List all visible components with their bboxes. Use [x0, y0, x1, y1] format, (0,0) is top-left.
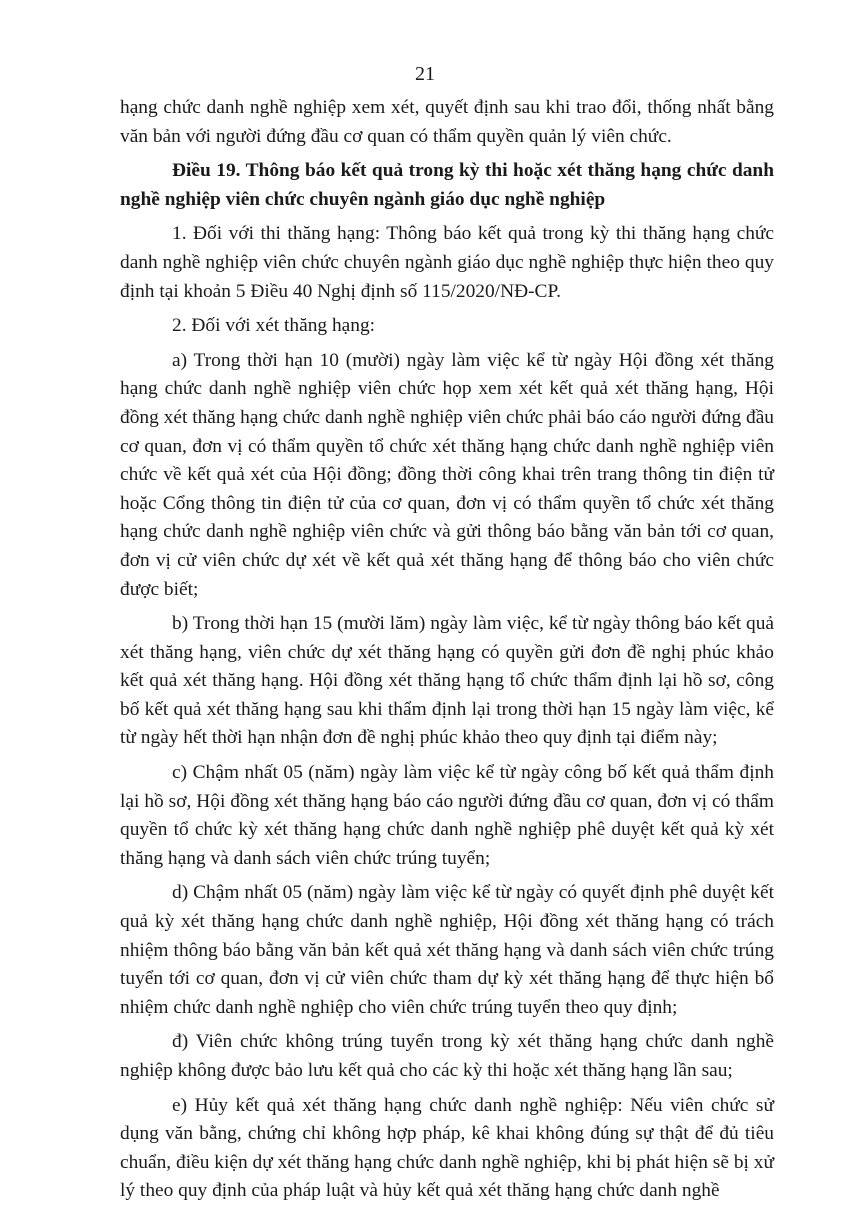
article-heading: Điều 19. Thông báo kết quả trong kỳ thi hoặc xét thăng hạng chức danh nghề nghiệp viên chức chuyên ngành giáo dục nghề nghiệp	[120, 160, 774, 210]
continued-paragraph: hạng chức danh nghề nghiệp xem xét, quyết định sau khi trao đổi, thống nhất bằng văn bản với người đứng đầu cơ quan có thẩm quyền quản lý viên chức.	[120, 97, 774, 147]
page-number: 21	[415, 63, 435, 85]
point-c: c) Chậm nhất 05 (năm) ngày làm việc kể từ ngày công bố kết quả thẩm định lại hồ sơ, Hội đồng xét thăng hạng báo cáo người đứng đầu cơ quan, đơn vị có thẩm quyền tổ chức kỳ xét thăng hạng chức danh nghề nghiệp phê duyệt kết quả kỳ xét thăng hạng và danh sách viên chức trúng tuyển;	[120, 762, 774, 869]
point-b: b) Trong thời hạn 15 (mười lăm) ngày làm việc, kể từ ngày thông báo kết quả xét thăng hạng, viên chức dự xét thăng hạng có quyền gửi đơn đề nghị phúc khảo kết quả xét thăng hạng. Hội đồng xét thăng hạng tổ chức thẩm định lại hồ sơ, công bố kết quả xét thăng hạng sau khi thẩm định lại trong thời hạn 15 ngày làm việc, kể từ ngày hết thời hạn nhận đơn đề nghị phúc khảo theo quy định tại điểm này;	[120, 613, 774, 749]
clause-2: 2. Đối với xét thăng hạng:	[172, 315, 376, 337]
point-d: d) Chậm nhất 05 (năm) ngày làm việc kể từ ngày có quyết định phê duyệt kết quả kỳ xét thăng hạng chức danh nghề nghiệp, Hội đồng xét thăng hạng có trách nhiệm thông báo bằng văn bản kết quả xét thăng hạng và danh sách viên chức trúng tuyển tới cơ quan, đơn vị cử viên chức tham dự kỳ xét thăng hạng để thực hiện bổ nhiệm chức danh nghề nghiệp cho viên chức trúng tuyển theo quy định;	[120, 882, 774, 1018]
point-dd: đ) Viên chức không trúng tuyển trong kỳ xét thăng hạng chức danh nghề nghiệp không được bảo lưu kết quả cho các kỳ thi hoặc xét thăng hạng lần sau;	[120, 1031, 774, 1081]
point-a: a) Trong thời hạn 10 (mười) ngày làm việc kể từ ngày Hội đồng xét thăng hạng chức danh nghề nghiệp viên chức họp xem xét kết quả xét thăng hạng, Hội đồng xét thăng hạng chức danh nghề nghiệp viên chức phải báo cáo người đứng đầu cơ quan, đơn vị có thẩm quyền tổ chức xét thăng hạng chức danh nghề nghiệp viên chức về kết quả xét của Hội đồng; đồng thời công khai trên trang thông tin điện tử hoặc Cổng thông tin điện tử của cơ quan, đơn vị có thẩm quyền tổ chức xét thăng hạng chức danh nghề nghiệp viên chức và gửi thông báo bằng văn bản tới cơ quan, đơn vị cử viên chức dự xét về kết quả xét thăng hạng để thông báo cho viên chức được biết;	[120, 349, 774, 600]
document-body	[120, 94, 774, 1212]
clause-1: 1. Đối với thi thăng hạng: Thông báo kết quả trong kỳ thi thăng hạng chức danh nghề nghiệp viên chức chuyên ngành giáo dục nghề nghiệp thực hiện theo quy định tại khoản 5 Điều 40 Nghị định số 115/2020/NĐ-CP.	[120, 223, 774, 302]
point-e: e) Hủy kết quả xét thăng hạng chức danh nghề nghiệp: Nếu viên chức sử dụng văn bằng, chứng chỉ không hợp pháp, kê khai không đúng sự thật để đủ tiêu chuẩn, điều kiện dự xét thăng hạng chức danh nghề nghiệp, khi bị phát hiện sẽ bị xử lý theo quy định của pháp luật và hủy kết quả xét thăng hạng chức danh nghề	[120, 1094, 774, 1202]
